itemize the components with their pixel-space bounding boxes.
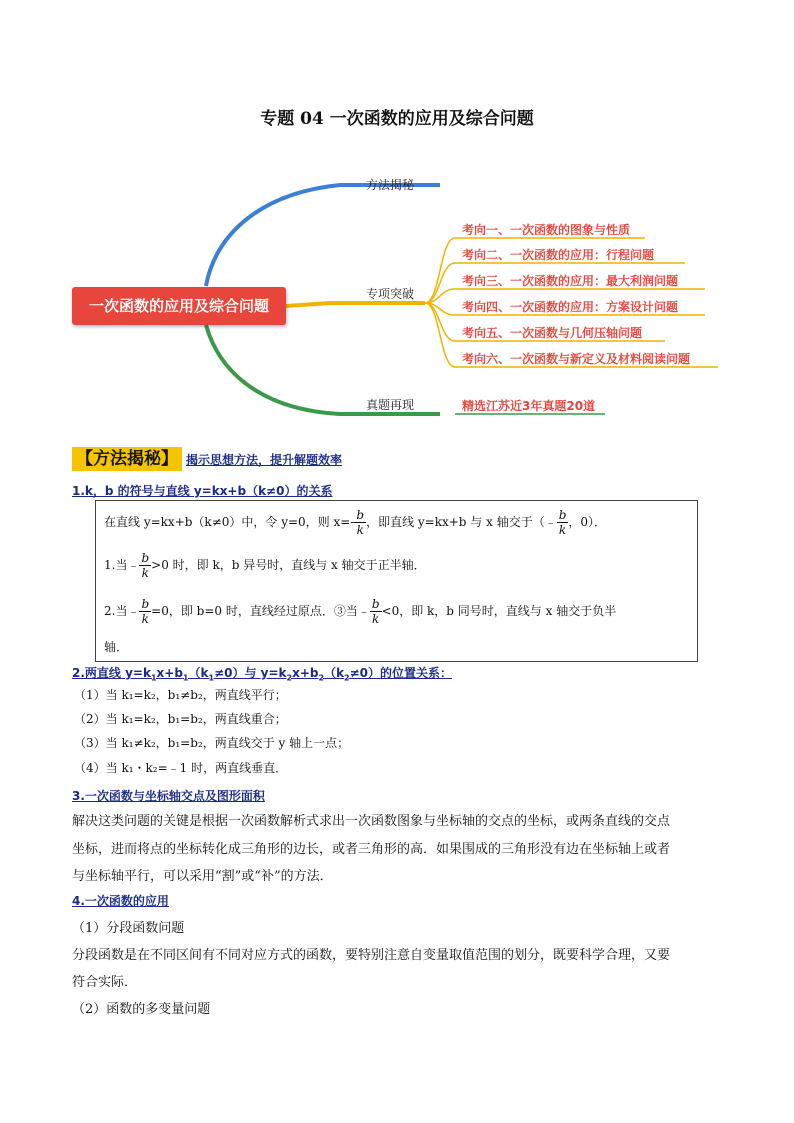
- subitem-5: 考向五、一次函数与几何压轴问题: [462, 326, 643, 340]
- s2-item-4: （4）当 k₁・k₂=﹣1 时，两直线垂直．: [74, 761, 288, 775]
- s1-line-1: [104, 508, 606, 537]
- s1-line-3: 2.当﹣ $\frac{b}{k}$ =0，即 b=0 时，直线经过原点．③当﹣ $\frac{b}{k}$ <0，即 k，b 同号时，直线与 x 轴交于负半: [104, 597, 617, 626]
- fraction-b-over-k: $\frac{b}{k}$: [141, 551, 150, 580]
- section-3-heading: 3.一次函数与坐标轴交点及图形面积: [72, 789, 265, 803]
- branch-line-special: [286, 303, 425, 306]
- subitem-1: 考向一、一次函数的图象与性质: [462, 223, 631, 237]
- s2-item-2: （2）当 k₁=k₂，b₁=b₂，两直线重合；: [74, 712, 287, 726]
- s1-line1-b: ，即直线 y=kx+b 与 x 轴交于（﹣: [366, 515, 557, 529]
- fraction-b-over-k: $\frac{b}{k}$: [141, 597, 150, 626]
- s1-line1-a: 在直线 y=kx+b（k≠0）中，令 y=0，则 x=-: [104, 515, 355, 529]
- method-header: [72, 444, 342, 469]
- s4-sub-2: （2）函数的多变量问题: [72, 1002, 211, 1017]
- fraction-b-over-k: $\frac{b}{k}$: [371, 597, 380, 626]
- section-2-heading: 2.两直线 $y=k_1x+b_1(k_1\ne 0)$与 $y=k_2x+b_2(k_2\ne 0)$的位置关系：: [72, 666, 453, 683]
- subitem-4: 考向四、一次函数的应用：方案设计问题: [462, 300, 679, 314]
- s1-line-2: 1.当﹣ $\frac{b}{k}$ >0 时，即 k，b 异号时，直线与 x 轴交于正半轴．: [104, 551, 426, 580]
- branch-method: 方法揭秘: [366, 178, 415, 192]
- branch-special: 专项突破: [366, 287, 415, 301]
- subitem-6: 考向六、一次函数与新定义及材料阅读问题: [462, 352, 691, 366]
- s3-para-line-1: 解决这类问题的关键是根据一次函数解析式求出一次函数图象与坐标轴的交点的坐标，或两条直线的交点: [72, 814, 671, 829]
- s3-para-line-3: 与坐标轴平行，可以采用“割”或“补”的方法．: [72, 869, 333, 884]
- branch-line-method: [206, 185, 440, 286]
- s1-line1-c: ，0）．: [568, 515, 607, 529]
- s2-item-1: （1）当 k₁=k₂，b₁≠b₂，两直线平行；: [74, 688, 287, 702]
- fraction-b-over-k: $\frac{b}{k}$: [356, 508, 365, 537]
- s4-sub-1: （1）分段函数问题: [72, 921, 185, 936]
- page-title: 专题 04 一次函数的应用及综合问题: [260, 109, 534, 129]
- subitem-2: 考向二、一次函数的应用：行程问题: [462, 248, 655, 262]
- method-desc: 揭示思想方法，提升解题效率: [186, 453, 343, 467]
- s3-para-line-2: 坐标，进而将点的坐标转化成三角形的边长，或者三角形的高．如果围成的三角形没有边在坐标轴上或者: [72, 842, 671, 857]
- subitem-3: 考向三、一次函数的应用：最大利润问题: [462, 274, 679, 288]
- s4-para-line-2: 符合实际．: [72, 975, 138, 990]
- section-4-heading: 4.一次函数的应用: [72, 894, 169, 908]
- mindmap-root: 一次函数的应用及综合问题: [72, 287, 286, 325]
- branch-exam: 真题再现: [366, 398, 415, 412]
- s2-item-3: （3）当 k₁≠k₂，b₁=b₂，两直线交于 y 轴上一点；: [74, 736, 350, 750]
- s4-para-line-1: 分段函数是在不同区间有不同对应方式的函数，要特别注意自变量取值范围的划分，既要科学合理，又要: [72, 948, 671, 963]
- s1-line-4: 轴．: [104, 640, 129, 654]
- fraction-b-over-k: $\frac{b}{k}$: [558, 508, 567, 537]
- method-tag: 【方法揭秘】: [72, 447, 182, 471]
- section-1-heading: 1.k，b 的符号与直线 y=kx+b（k≠0）的关系: [72, 484, 333, 498]
- exam-note: 精选江苏近3年真题20道: [462, 399, 596, 413]
